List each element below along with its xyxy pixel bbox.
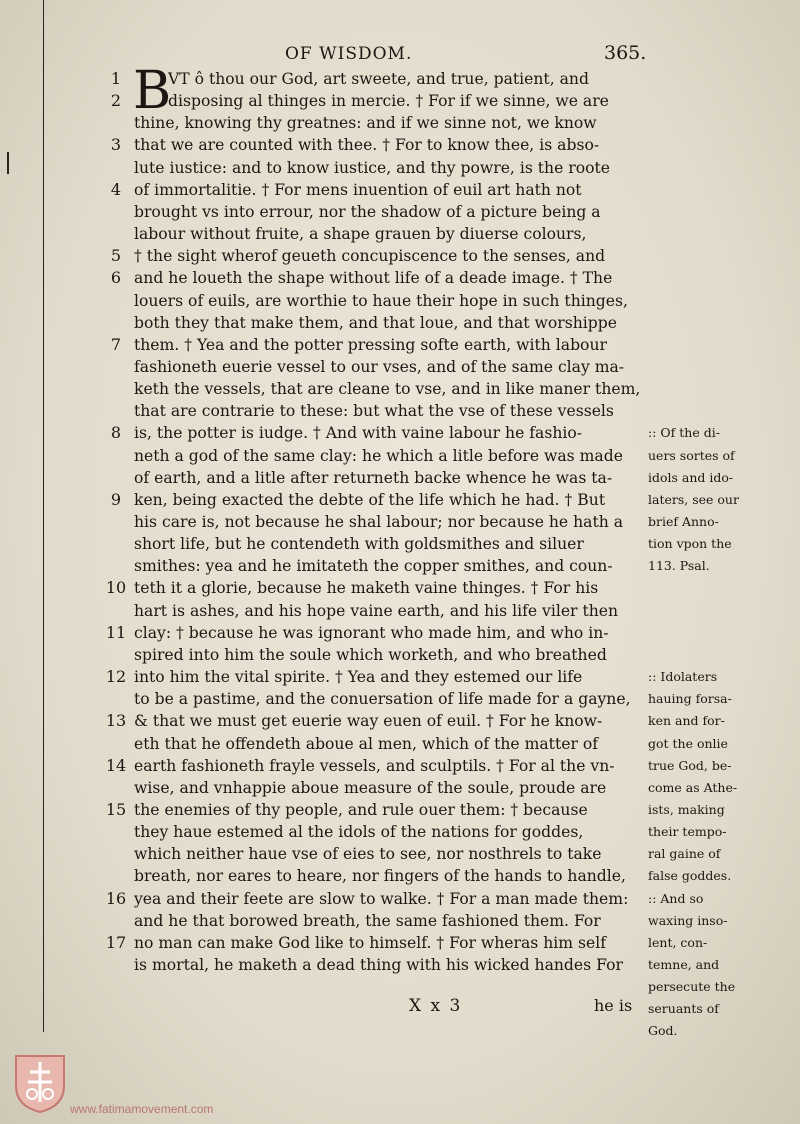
text-line: both they that make them, and that loue, and that worshippe xyxy=(134,313,617,332)
margin-note-line: got the onlie xyxy=(648,735,728,751)
text-line: lute iustice: and to know iustice, and thy powre, is the roote xyxy=(134,158,611,177)
text-line: to be a pastime, and the conuersation of life made for a gayne, xyxy=(134,690,631,709)
text-line: disposing al thinges in mercie. † For if we sinne, we are xyxy=(168,92,609,111)
text-line: that we are counted with thee. † For to know thee, is abso- xyxy=(134,136,600,155)
margin-note-line: lent, con- xyxy=(648,934,708,950)
text-line: of immortalitie. † For mens inuention of euil art hath not xyxy=(134,180,582,199)
margin-note-line: :: And so xyxy=(648,890,704,906)
verse-number: 7 xyxy=(110,334,122,354)
text-line: labour without fruite, a shape grauen by diuerse colours, xyxy=(134,225,587,244)
margin-note-line: persecute the xyxy=(648,979,736,995)
text-line: & that we must get euerie way euen of euil. † For he know- xyxy=(134,712,603,731)
margin-note-line: ken and for- xyxy=(648,713,725,729)
verse-number: 3 xyxy=(110,135,122,155)
text-line: keth the vessels, that are cleane to vse, and in like maner them, xyxy=(134,380,641,399)
text-line: louers of euils, are worthie to haue their hope in such thinges, xyxy=(134,291,628,310)
verse-number: 14 xyxy=(105,755,127,775)
text-line: teth it a glorie, because he maketh vaine thinges. † For his xyxy=(134,579,599,598)
text-line: which neither haue vse of eies to see, nor nosthrels to take xyxy=(134,845,602,864)
page-number: 365. xyxy=(604,42,647,64)
verse-number: 15 xyxy=(105,799,127,819)
margin-note-line: seruants of xyxy=(648,1001,719,1017)
verse-number: 4 xyxy=(110,179,122,199)
verse-number: 2 xyxy=(110,91,122,111)
running-head: OF WISDOM. xyxy=(285,44,413,64)
text-line: is mortal, he maketh a dead thing with his wicked handes For xyxy=(134,956,623,974)
text-line: of earth, and a litle after returneth backe whence he was ta- xyxy=(134,468,613,487)
signature-mark: X x 3 xyxy=(409,996,463,1016)
text-line: † the sight wherof geueth concupiscence to the senses, and xyxy=(134,247,606,266)
text-line: hart is ashes, and his hope vaine earth, and his life viler then xyxy=(134,601,619,620)
catchword: he is xyxy=(594,996,633,1015)
margin-note-line: temne, and xyxy=(648,957,720,972)
watermark-url[interactable]: www.fatimamovement.com xyxy=(70,1102,214,1116)
text-line: wise, and vnhappie aboue measure of the soule, proude are xyxy=(134,778,607,797)
margin-note-line: their tempo- xyxy=(648,824,727,840)
margin-rule xyxy=(43,0,44,1032)
text-line: eth that he offendeth aboue al men, which of the matter of xyxy=(134,734,599,753)
text-line: VT ô thou our God, art sweete, and true, patient, and xyxy=(168,70,589,88)
verse-number: 12 xyxy=(105,667,127,687)
margin-note-line: waxing inso- xyxy=(648,912,728,928)
text-line: no man can make God like to himself. † For wheras him self xyxy=(134,933,606,952)
margin-note-line: God. xyxy=(648,1023,678,1039)
text-line: ken, being exacted the debte of the life which he had. † But xyxy=(134,490,606,509)
text-line: and he loueth the shape without life of a deade image. † The xyxy=(134,269,613,288)
verse-number: 16 xyxy=(105,888,127,908)
margin-note-line: tion vpon the xyxy=(648,536,732,552)
text-line: the enemies of thy people, and rule ouer them: † because xyxy=(134,800,588,819)
text-line: thine, knowing thy greatnes: and if we sinne not, we know xyxy=(134,114,597,133)
verse-number: 9 xyxy=(110,489,122,509)
margin-note-line: brief Anno- xyxy=(648,514,719,529)
text-line: smithes: yea and he imitateth the copper smithes, and coun- xyxy=(134,557,613,576)
verse-number: 5 xyxy=(110,246,122,266)
drop-capital: B xyxy=(133,61,172,121)
text-line: them. † Yea and the potter pressing softe earth, with labour xyxy=(134,335,607,354)
margin-note-line: :: Idolaters xyxy=(648,669,718,685)
margin-note-line: come as Athe- xyxy=(648,779,738,795)
margin-note-line: hauing forsa- xyxy=(648,691,732,707)
text-line: into him the vital spirite. † Yea and they estemed our life xyxy=(134,668,583,687)
margin-note-line: :: Of the di- xyxy=(648,425,720,441)
text-line: that are contrarie to these: but what the vse of these vessels xyxy=(134,402,614,421)
text-line: earth fashioneth frayle vessels, and sculptils. † For al the vn- xyxy=(134,756,615,775)
margin-note-line: ral gaine of xyxy=(648,846,721,862)
margin-note-line: laters, see our xyxy=(648,491,739,507)
margin-note-line: idols and ido- xyxy=(648,469,734,485)
margin-note-line: 113. Psal. xyxy=(648,558,710,574)
text-line: is, the potter is iudge. † And with vaine labour he fashio- xyxy=(134,424,583,443)
edge-mark xyxy=(7,152,9,174)
text-line: short life, but he contendeth with goldsmithes and siluer xyxy=(134,535,584,554)
verse-number: 17 xyxy=(105,932,127,952)
margin-note-line: true God, be- xyxy=(648,757,732,773)
text-line: they haue estemed al the idols of the nations for goddes, xyxy=(134,823,584,842)
verse-number: 8 xyxy=(110,423,122,443)
text-line: neth a god of the same clay: he which a litle before was made xyxy=(134,446,623,465)
text-line: and he that borowed breath, the same fashioned them. For xyxy=(134,911,601,930)
text-line: brought vs into errour, nor the shadow of a picture being a xyxy=(134,202,601,221)
watermark-logo-icon xyxy=(12,1052,68,1114)
verse-number: 1 xyxy=(110,69,122,88)
margin-note-line: uers sortes of xyxy=(648,447,735,463)
margin-note-line: ists, making xyxy=(648,801,725,817)
text-line: his care is, not because he shal labour; nor because he hath a xyxy=(134,513,624,531)
margin-note-line: false goddes. xyxy=(648,868,732,884)
text-line: breath, nor eares to heare, nor fingers of the hands to handle, xyxy=(134,867,626,886)
text-line: yea and their feete are slow to walke. † For a man made them: xyxy=(134,889,629,908)
verse-number: 11 xyxy=(105,622,127,642)
text-line: fashioneth euerie vessel to our vses, and of the same clay ma- xyxy=(134,357,625,376)
text-line: spired into him the soule which worketh, and who breathed xyxy=(134,645,607,664)
verse-number: 10 xyxy=(105,578,127,598)
text-line: clay: † because he was ignorant who made him, and who in- xyxy=(134,623,609,642)
verse-number: 6 xyxy=(110,268,122,288)
verse-number: 13 xyxy=(105,711,127,731)
